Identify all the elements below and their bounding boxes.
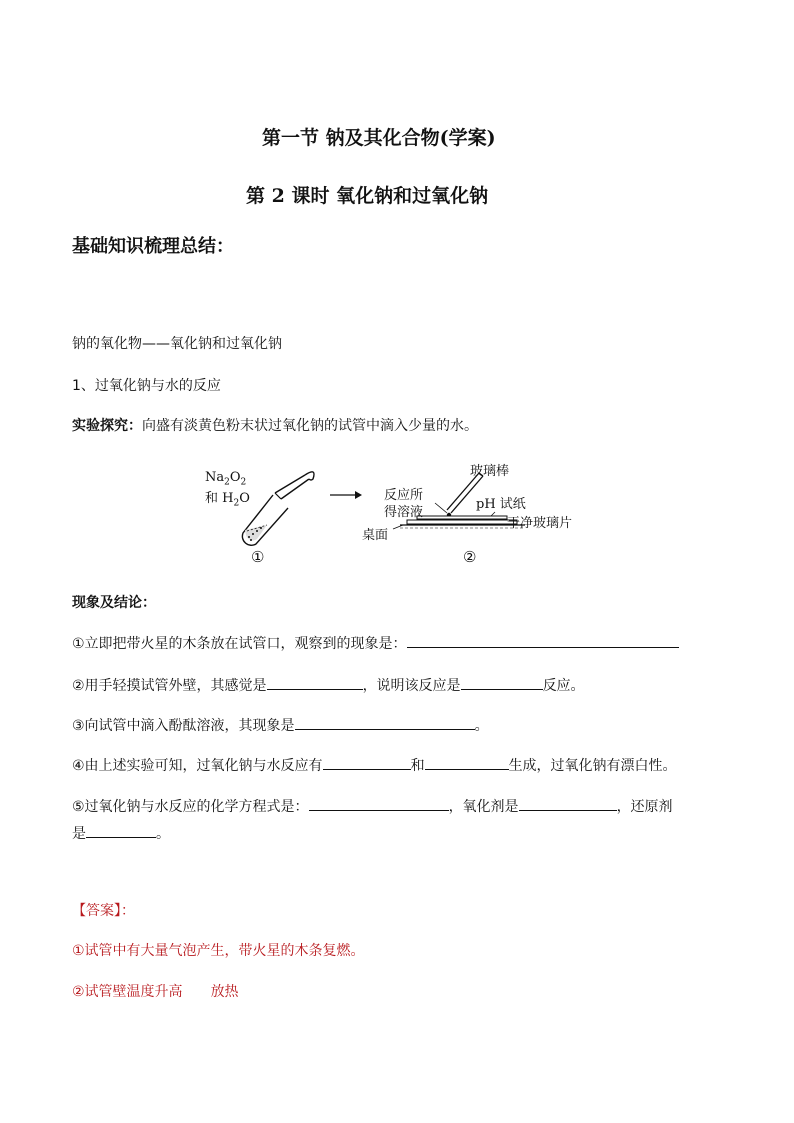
answer-2: ②试管壁温度升高 放热 [72,984,239,1000]
item-1-heading: 1、过氧化钠与水的反应 [72,378,221,394]
glass-rod-label: 玻璃棒 [470,464,510,479]
doc-subtitle: 第 2 课时 氧化钠和过氧化钠 [246,185,489,207]
solution-label-1: 反应所 [384,488,424,503]
topic-line: 钠的氧化物——氧化钠和过氧化钠 [72,336,282,352]
answer-blank-3[interactable] [295,715,475,730]
answer-blank-5c[interactable] [86,823,156,838]
dropper-icon [275,472,314,499]
question-3: ③向试管中滴入酚酞溶液，其现象是 。 [72,715,489,735]
question-2: ②用手轻摸试管外壁，其感觉是 ，说明该反应是 反应。 [72,675,585,695]
tube-label-na2o2: $Na_2O_2$ [205,470,247,488]
table-leader [393,525,403,529]
ph-paper-label: pH 试纸 [476,497,526,512]
question-1: ①立即把带火星的木条放在试管口，观察到的现象是： [72,633,679,653]
answer-blank-1[interactable] [407,633,679,648]
solution-leader [435,503,447,513]
question-5: ⑤过氧化钠与水反应的化学方程式是： ，氧化剂是 ，还原剂 [72,796,673,816]
ph-leader [491,512,495,516]
experiment-line [72,417,478,435]
answer-1: ①试管中有大量气泡产生，带火星的木条复燃。 [72,943,365,959]
experiment-text: 向盛有淡黄色粉末状过氧化钠的试管中滴入少量的水。 [142,418,478,434]
doc-title: 第一节 钠及其化合物(学案) [262,127,496,149]
observations-heading: 现象及结论： [72,595,156,611]
figure-label-1: ① [251,548,265,566]
answers-heading: 【答案】： [72,903,135,919]
answer-blank-5a[interactable] [309,796,449,811]
answer-blank-2a[interactable] [267,675,363,690]
question-4: ④由上述实验可知，过氧化钠与水反应有 和 生成，过氧化钠有漂白性。 [72,755,677,775]
tube-label-water: 和 $H_2O$ [205,491,250,509]
question-5-cont: 是 。 [72,823,170,843]
arrow-icon [330,491,362,499]
figure-label-2: ② [463,548,477,566]
answer-blank-4b[interactable] [425,755,509,770]
ph-paper-icon [417,516,507,519]
solution-label-2: 得溶液 [384,505,424,520]
section-heading: 基础知识梳理总结： [72,236,234,257]
answer-blank-2b[interactable] [461,675,543,690]
glass-slide-icon [407,520,517,524]
answer-blank-4a[interactable] [323,755,411,770]
glass-slide-label: 干净玻璃片 [507,516,573,531]
experiment-label: 实验探究： [72,418,142,434]
table-surface-label: 桌面 [362,528,389,543]
answer-blank-5b[interactable] [519,796,617,811]
